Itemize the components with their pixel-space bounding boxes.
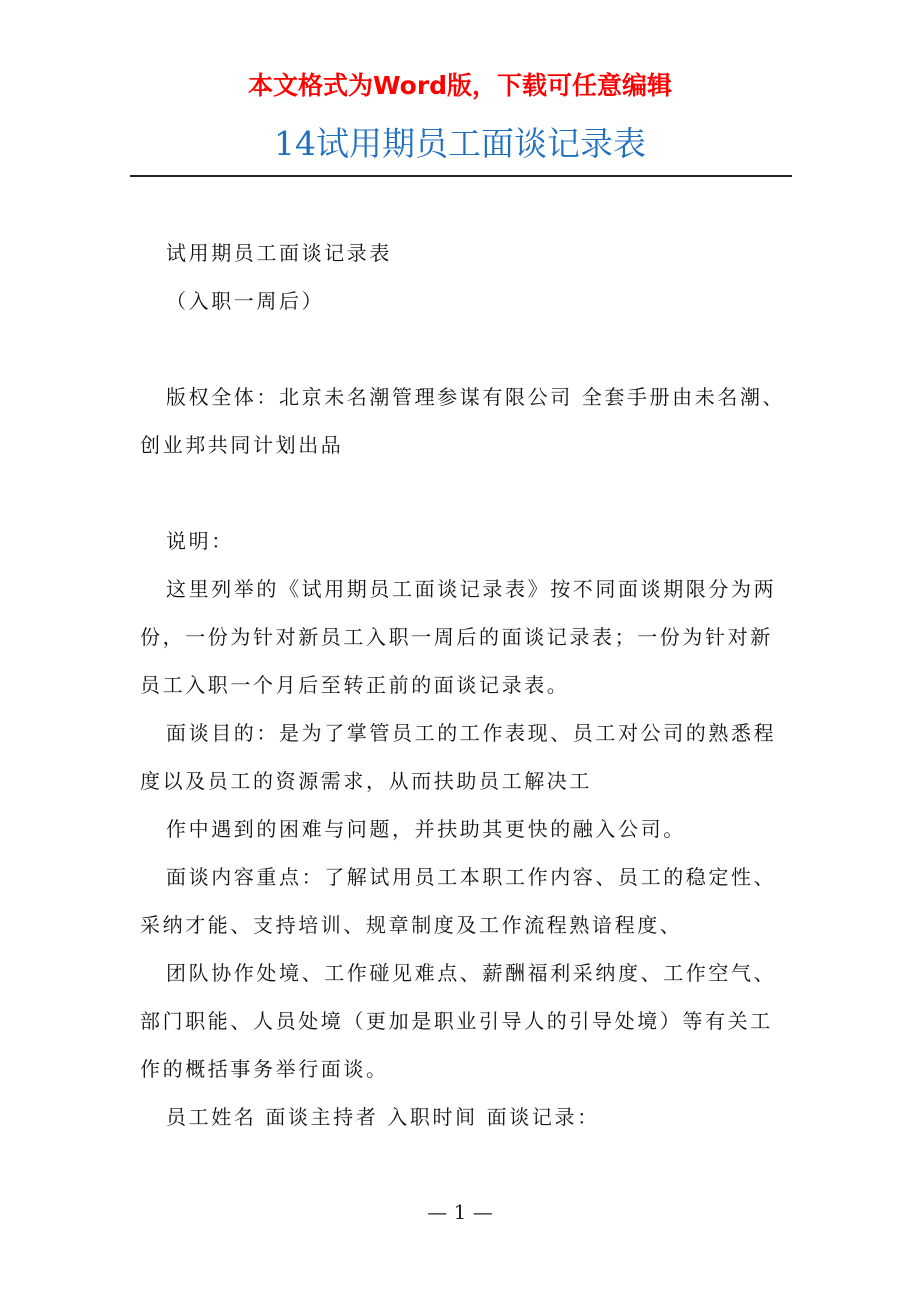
note-label: 说明： [166, 529, 234, 553]
format-banner: 本文格式为Word版，下载可任意编辑 [247, 71, 673, 100]
title-divider [130, 175, 792, 177]
document-title: 14试用期员工面谈记录表 [274, 124, 646, 163]
subtitle-note: （入职一周后） [166, 289, 325, 313]
note-paragraph-2b: 作中遇到的困难与问题，并扶助其更快的融入公司。 [166, 817, 686, 841]
note-paragraph-2a: 面谈目的：是为了掌管员工的工作表现、员工对公司的熟悉程度以及员工的资源需求，从而扶助员工解决工 [140, 721, 777, 793]
body-block-3 [140, 517, 790, 1141]
body-block-2 [140, 373, 790, 469]
fields-line: 员工姓名 面谈主持者 入职时间 面谈记录： [166, 1105, 600, 1129]
note-paragraph-1: 这里列举的《试用期员工面谈记录表》按不同面谈期限分为两份，一份为针对新员工入职一周后的面谈记录表；一份为针对新员工入职一个月后至转正前的面谈记录表。 [140, 577, 777, 697]
body-block-1 [140, 229, 790, 325]
subtitle: 试用期员工面谈记录表 [166, 241, 392, 265]
page-number: — 1 — [427, 1200, 493, 1224]
note-paragraph-3b: 团队协作处境、工作碰见难点、薪酬福利采纳度、工作空气、部门职能、人员处境（更加是职业引导人的引导处境）等有关工作的概括事务举行面谈。 [140, 961, 777, 1081]
copyright-paragraph: 版权全体：北京未名潮管理参谋有限公司 全套手册由未名潮、创业邦共同计划出品 [140, 385, 786, 457]
note-paragraph-3a: 面谈内容重点：了解试用员工本职工作内容、员工的稳定性、采纳才能、支持培训、规章制度及工作流程熟谙程度、 [140, 865, 777, 937]
